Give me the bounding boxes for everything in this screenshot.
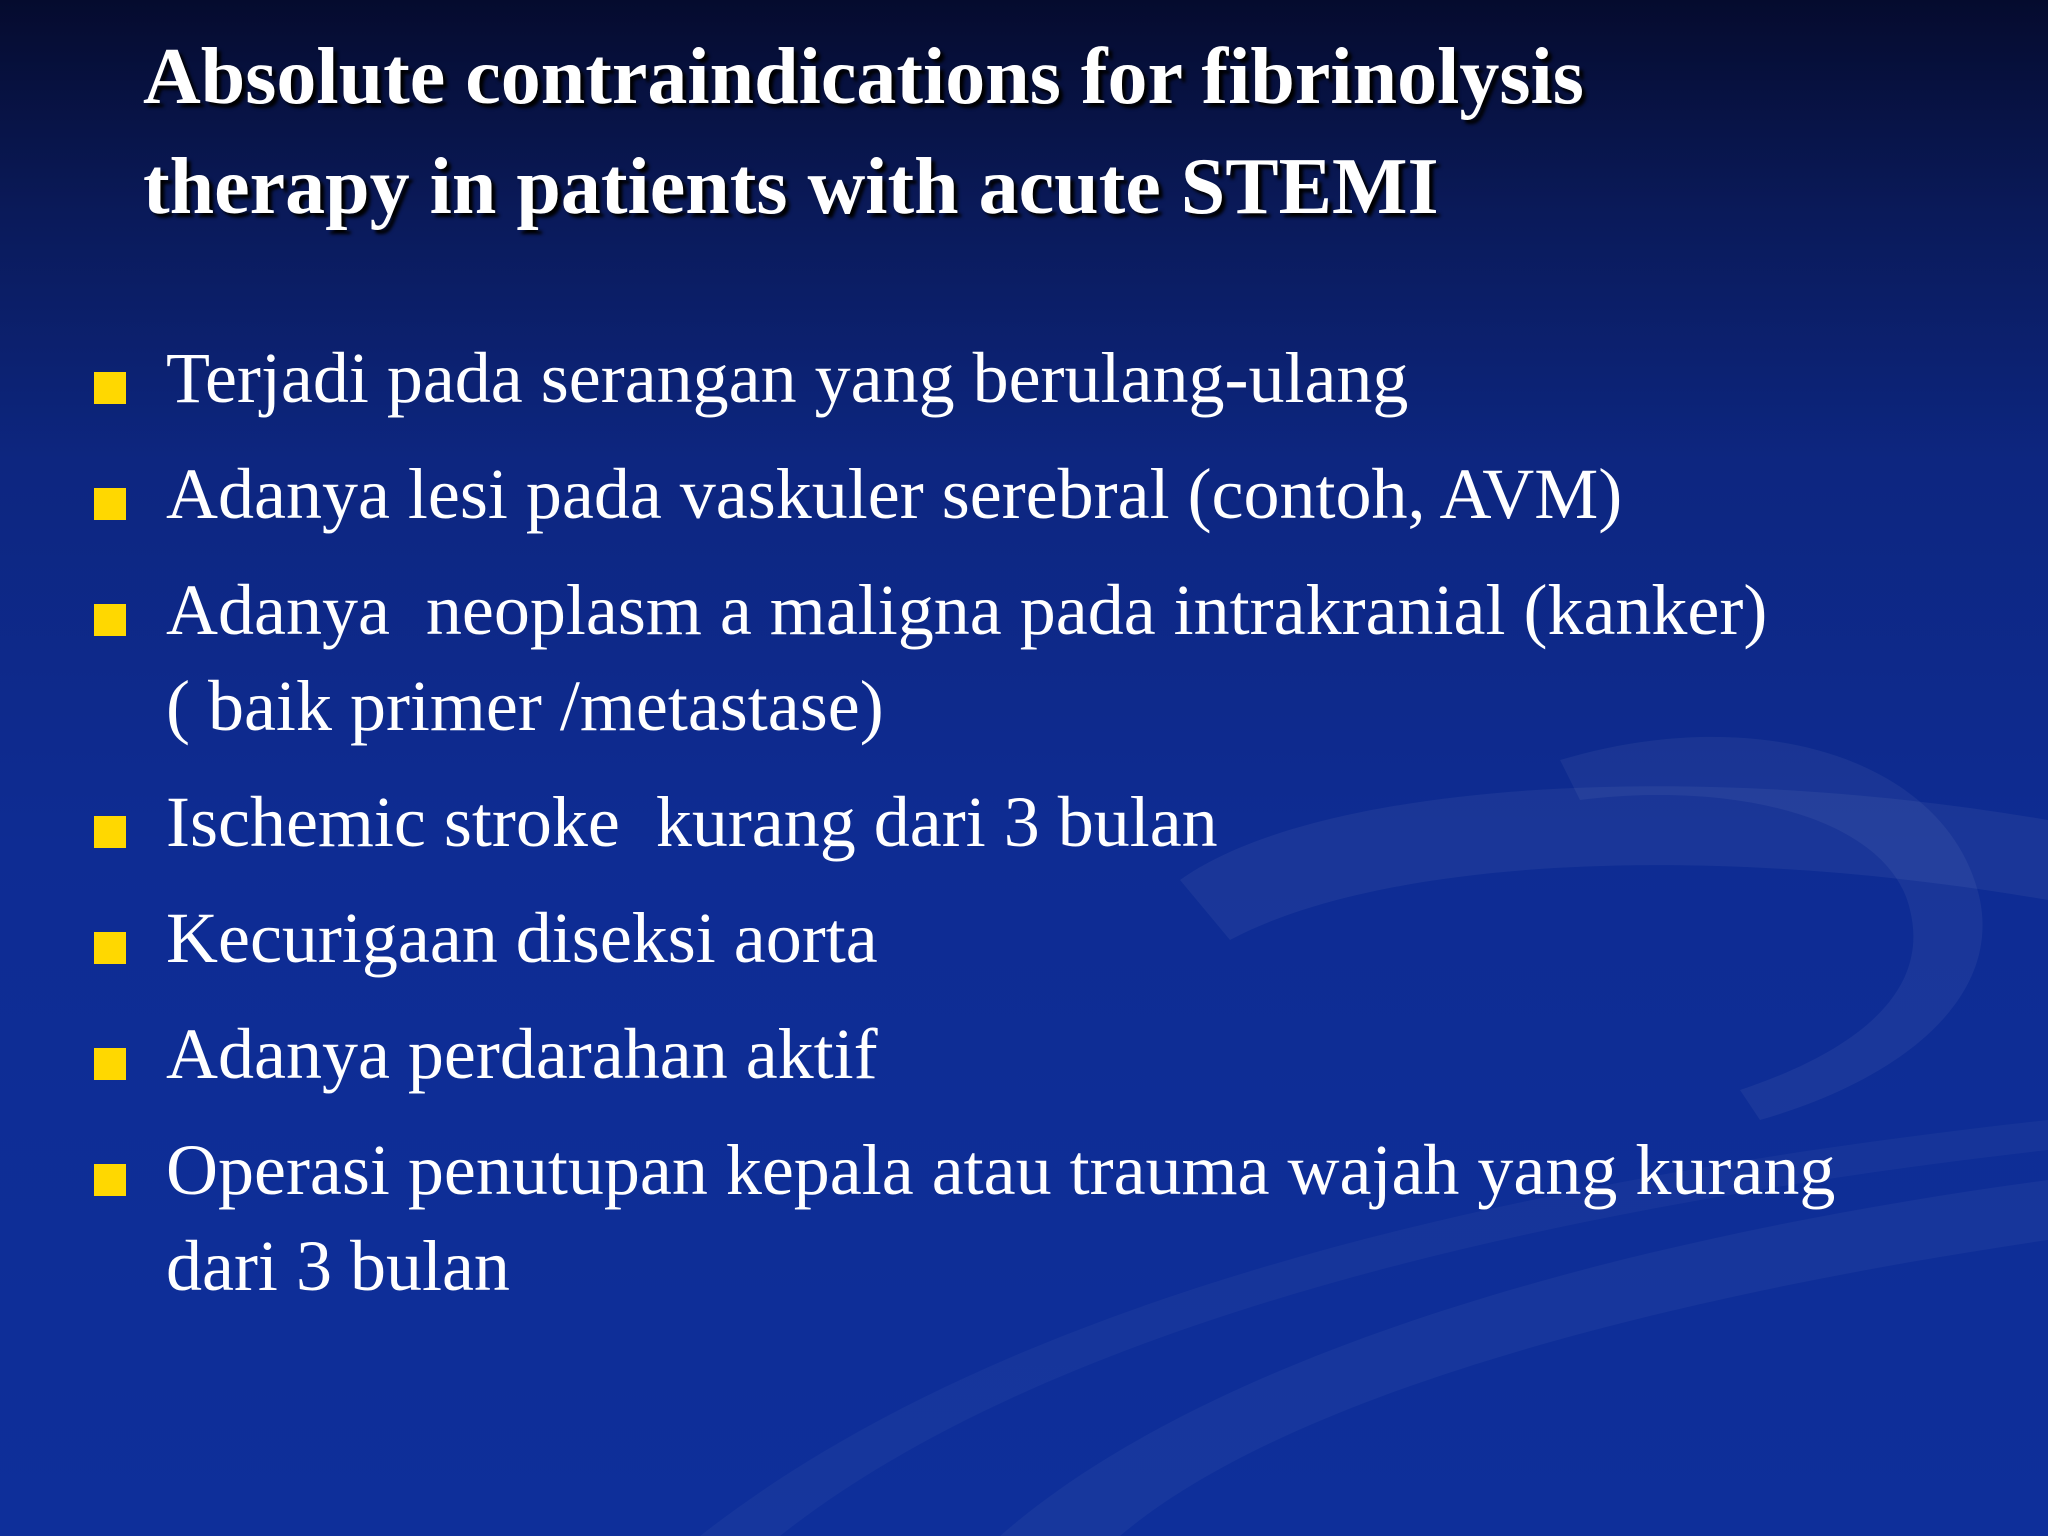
square-bullet-icon	[94, 816, 126, 848]
bullet-text: Adanya perdarahan aktif	[166, 1014, 878, 1094]
slide-title-line-2: therapy in patients with acute STEMI	[143, 143, 1439, 231]
square-bullet-icon	[94, 1048, 126, 1080]
bullet-text-continuation: ( baik primer /metastase)	[166, 666, 884, 746]
bullet-text-continuation: dari 3 bulan	[166, 1226, 510, 1306]
bullet-text: Adanya lesi pada vaskuler serebral (contoh, AVM)	[166, 454, 1623, 534]
bullet-text: Terjadi pada serangan yang berulang-ulang	[166, 338, 1409, 418]
square-bullet-icon	[94, 1164, 126, 1196]
bullet-text: Operasi penutupan kepala atau trauma wajah yang kurang	[166, 1130, 1836, 1210]
bullet-text: Kecurigaan diseksi aorta	[166, 898, 878, 978]
square-bullet-icon	[94, 604, 126, 636]
square-bullet-icon	[94, 372, 126, 404]
square-bullet-icon	[94, 932, 126, 964]
square-bullet-icon	[94, 488, 126, 520]
slide-title-line-1: Absolute contraindications for fibrinolysis	[143, 33, 1584, 121]
bullet-text: Ischemic stroke kurang dari 3 bulan	[166, 782, 1218, 862]
bullet-text: Adanya neoplasm a maligna pada intrakranial (kanker)	[166, 570, 1768, 650]
